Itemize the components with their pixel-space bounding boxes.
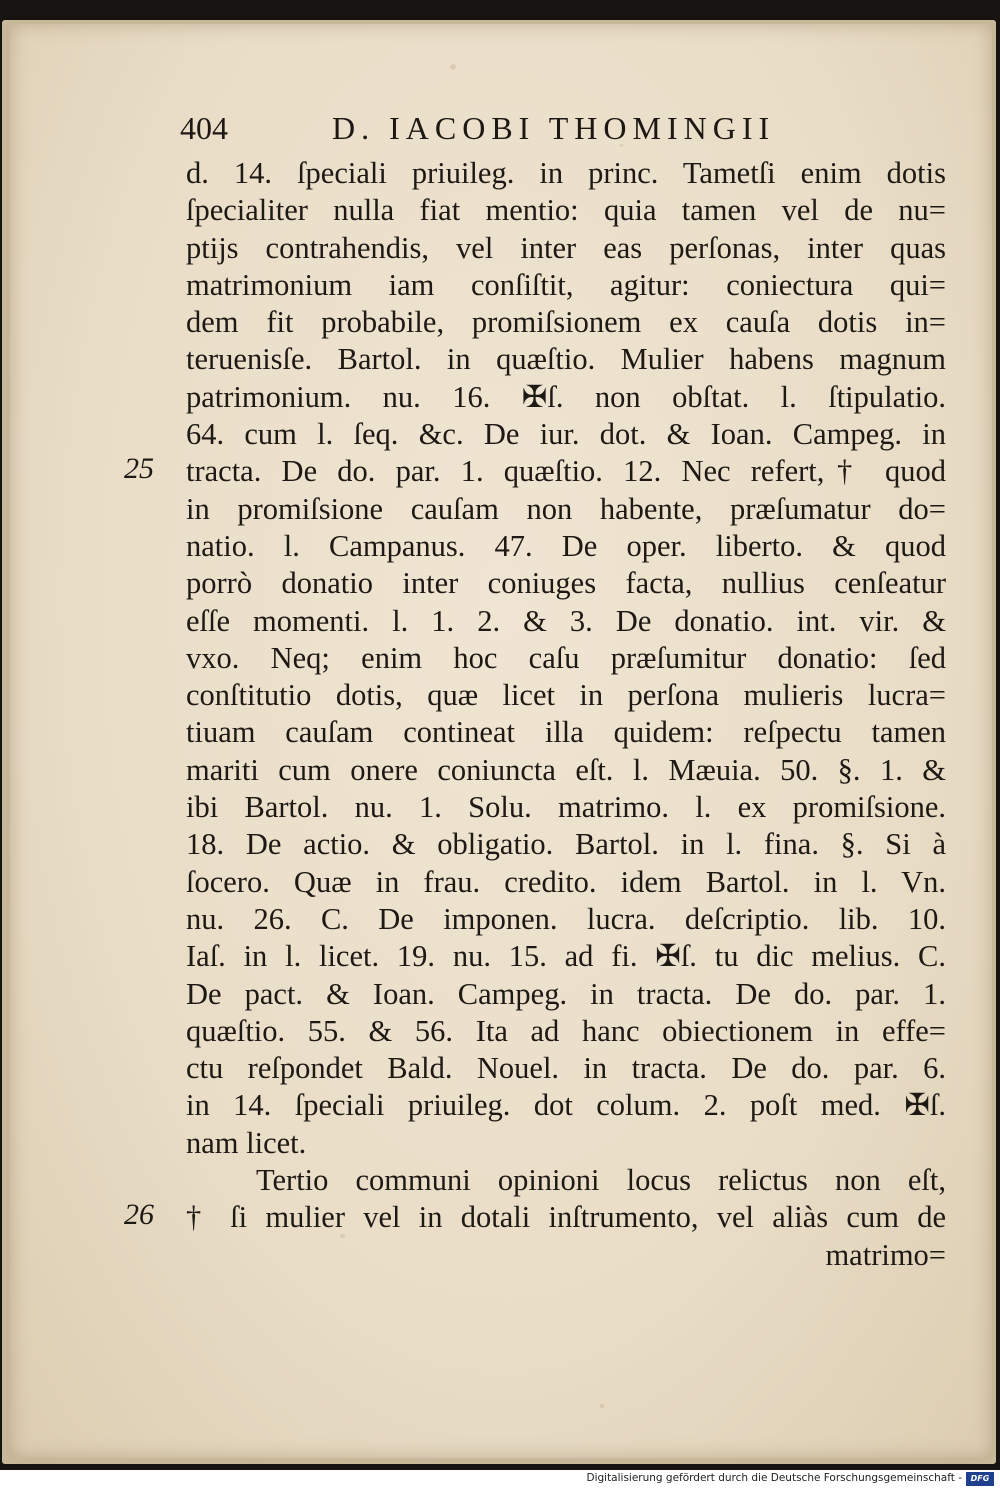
text-line: Tertio communi opinioni locus relictus non eſt, [256,1163,946,1198]
text-line: ctu reſpondet Bald. Nouel. in tracta. De do. par. 6. [186,1051,946,1086]
text-line: eſſe momenti. l. 1. 2. & 3. De donatio. int. vir. & [186,603,946,638]
text-line: d. 14. ſpeciali priuileg. in princ. Tametſi enim dotis [186,156,946,190]
text-line: porrò donatio inter coniuges facta, nullius cenſeatur [186,566,946,601]
body-text [186,155,946,1274]
text-line: De pact. & Ioan. Campeg. in tracta. De do. par. 1. [186,976,946,1011]
text-line: patrimonium. nu. 16. ✠ſ. non obſtat. l. ſtipulatio. [186,379,946,414]
text-line: vxo. Neq; enim hoc caſu præſumitur donatio: ſed [186,640,946,675]
text-line: 64. cum l. ſeq. &c. De iur. dot. & Ioan. Campeg. in [186,417,946,452]
text-line: nu. 26. C. De imponen. lucra. deſcriptio. lib. 10. [186,901,946,936]
text-line: in 14. ſpeciali priuileg. dot colum. 2. poſt med. ✠ſ. [186,1088,946,1123]
footer-credit: Digitalisierung gefördert durch die Deutsche Forschungsgemeinschaft - [586,1472,962,1484]
text-line: ſpecialiter nulla fiat mentio: quia tamen vel de nu= [186,193,946,228]
text-line: teruenisſe. Bartol. in quæſtio. Mulier habens magnum [186,342,946,377]
text-line: ptijs contrahendis, vel inter eas perſonas, inter quas [186,230,946,265]
margin-number: 26 [124,1198,154,1231]
page-header [180,110,840,150]
margin-number: 25 [124,452,154,485]
text-line: † ſi mulier vel in dotali inſtrumento, vel aliàs cum de [186,1200,946,1235]
text-line: quæſtio. 55. & 56. Ita ad hanc obiectionem in effe= [186,1013,946,1048]
text-line: tracta. De do. par. 1. quæſtio. 12. Nec refert,† quod [186,454,946,489]
text-line: dem fit probabile, promiſsionem ex cauſa dotis in= [186,305,946,340]
catchword: matrimo= [825,1237,946,1272]
text-line: mariti cum onere coniuncta eſt. l. Mæuia. 50. §. 1. & [186,752,946,787]
text-line: conſtitutio dotis, quæ licet in perſona mulieris lucra= [186,678,946,713]
text-line: matrimonium iam conſiſtit, agitur: coniectura qui= [186,267,946,302]
text-line: 18. De actio. & obligatio. Bartol. in l. fina. §. Si à [186,827,946,862]
paper-stain [600,1404,604,1408]
text-line: natio. l. Campanus. 47. De oper. liberto. & quod [186,528,946,563]
text-line: Iaſ. in l. licet. 19. nu. 15. ad fi. ✠ſ. tu dic melius. C. [186,939,946,974]
dfg-logo: DFG [966,1472,994,1486]
text-line: tiuam cauſam contineat illa quidem: reſpectu tamen [186,715,946,750]
footer-bar [0,1470,1000,1489]
text-line: in promiſsione cauſam non habente, præſumatur do= [186,491,946,526]
text-line: ibi Bartol. nu. 1. Solu. matrimo. l. ex promiſsione. [186,790,946,825]
page-number: 404 [180,110,228,146]
text-line: nam licet. [186,1125,307,1160]
running-head: D. IACOBI THOMINGII [332,110,776,146]
text-line: ſocero. Quæ in frau. credito. idem Bartol. in l. Vn. [186,864,946,899]
paper-stain [450,64,456,70]
